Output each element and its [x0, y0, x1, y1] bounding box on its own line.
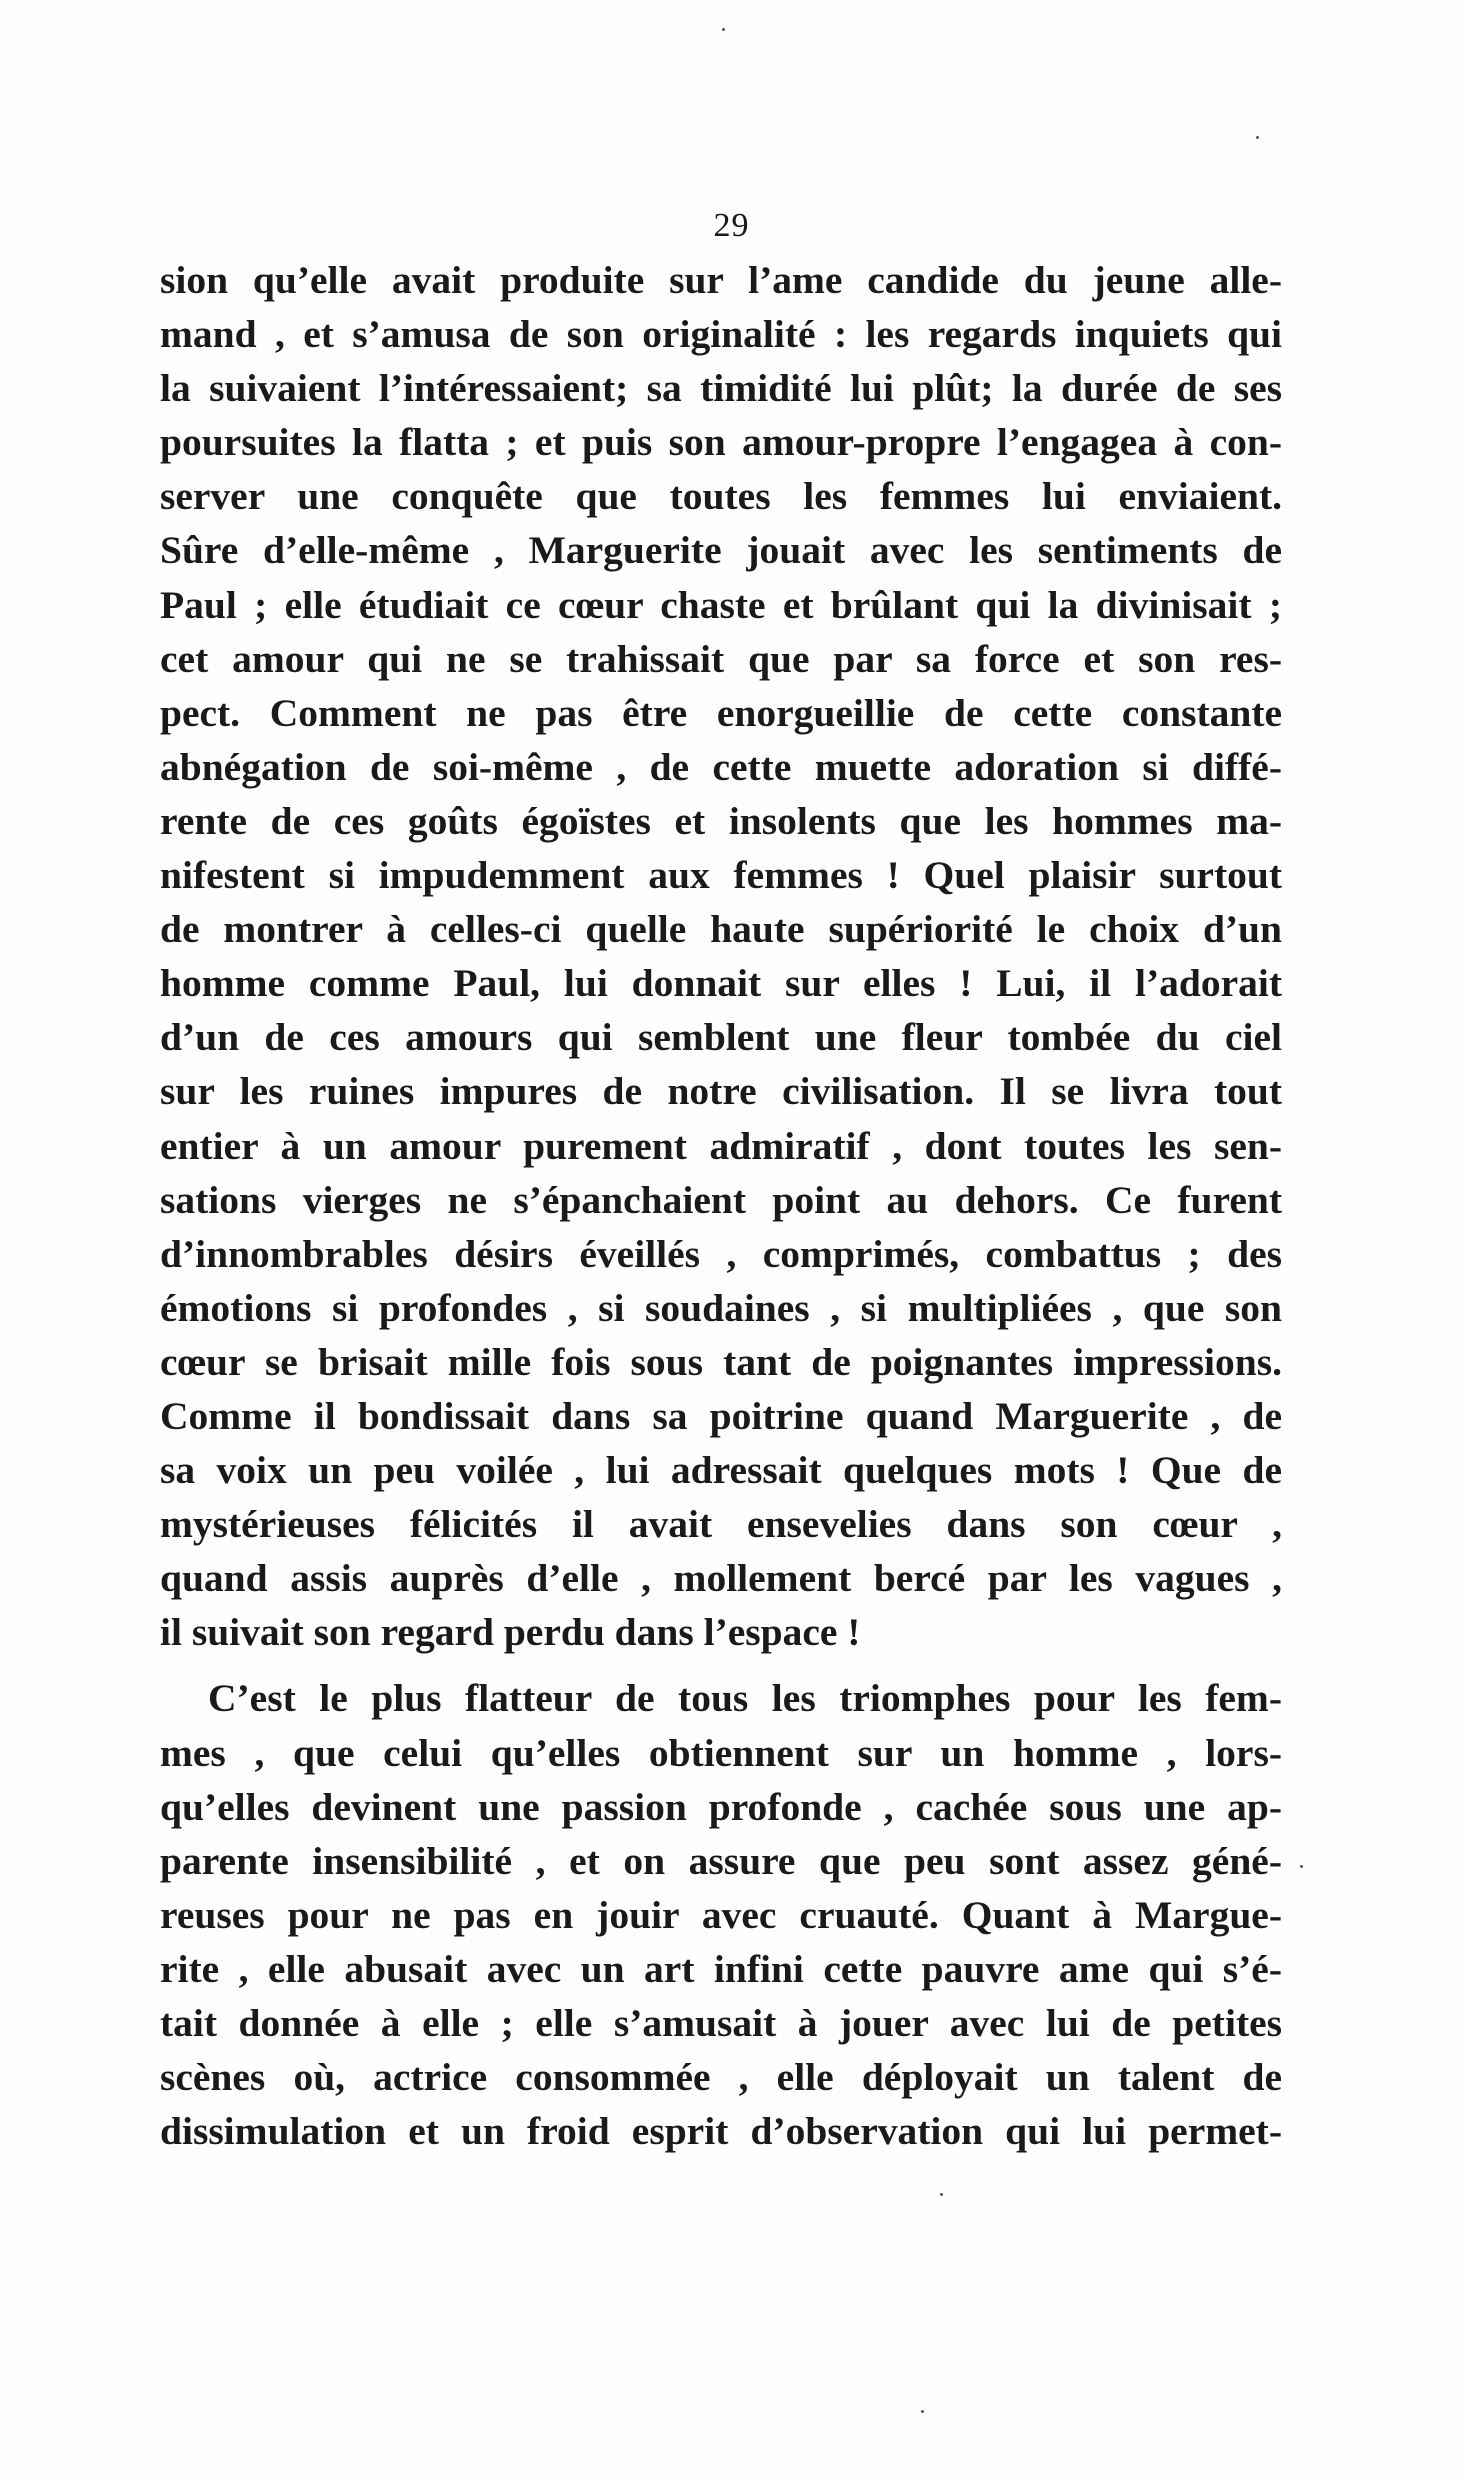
- scan-speck: [1256, 136, 1259, 139]
- text-line: reuses pour ne pas en jouir avec cruauté. Quant à Margue-: [160, 1892, 1282, 1937]
- text-line: poursuites la flatta ; et puis son amour-propre l’engagea à con-: [160, 420, 1282, 465]
- text-line: mand , et s’amusa de son originalité : les regards inquiets qui: [160, 312, 1282, 357]
- text-line: sur les ruines impures de notre civilisation. Il se livra tout: [160, 1069, 1282, 1114]
- text-line: qu’elles devinent une passion profonde , cachée sous une ap-: [160, 1784, 1282, 1829]
- text-line: de montrer à celles-ci quelle haute supériorité le choix d’un: [160, 907, 1282, 952]
- page-number: 29: [713, 207, 750, 244]
- text-line: server une conquête que toutes les femmes lui enviaient.: [160, 474, 1282, 519]
- text-line: C’est le plus flatteur de tous les triomphes pour les fem-: [208, 1676, 1282, 1721]
- text-line: rite , elle abusait avec un art infini cette pauvre ame qui s’é-: [160, 1946, 1282, 1991]
- text-line: sa voix un peu voilée , lui adressait quelques mots ! Que de: [160, 1448, 1282, 1493]
- text-line: cet amour qui ne se trahissait que par sa force et son res-: [160, 636, 1282, 681]
- text-line: il suivait son regard perdu dans l’espace !: [160, 1610, 861, 1655]
- text-line: émotions si profondes , si soudaines , si multipliées , que son: [160, 1285, 1282, 1330]
- text-line: scènes où, actrice consommée , elle déployait un talent de: [160, 2055, 1282, 2100]
- text-line: pect. Comment ne pas être enorgueillie de cette constante: [160, 690, 1282, 735]
- text-line: d’un de ces amours qui semblent une fleur tombée du ciel: [160, 1015, 1282, 1060]
- text-line: Paul ; elle étudiait ce cœur chaste et brûlant qui la divinisait ;: [160, 582, 1282, 627]
- scan-speck: [940, 2193, 943, 2196]
- text-line: parente insensibilité , et on assure que peu sont assez géné-: [160, 1838, 1282, 1883]
- scan-speck: [1300, 1865, 1303, 1868]
- text-line: sations vierges ne s’épanchaient point au dehors. Ce furent: [160, 1177, 1282, 1222]
- text-line: d’innombrables désirs éveillés , comprimés, combattus ; des: [160, 1231, 1282, 1276]
- scan-speck: [722, 28, 725, 31]
- text-line: dissimulation et un froid esprit d’observation qui lui permet-: [160, 2109, 1282, 2154]
- body-text: [160, 253, 1282, 2158]
- text-line: tait donnée à elle ; elle s’amusait à jouer avec lui de petites: [160, 2001, 1282, 2045]
- text-line: homme comme Paul, lui donnait sur elles ! Lui, il l’adorait: [160, 961, 1282, 1006]
- text-line: mes , que celui qu’elles obtiennent sur un homme , lors-: [160, 1730, 1282, 1775]
- text-line: Sûre d’elle-même , Marguerite jouait avec les sentiments de: [160, 528, 1282, 573]
- text-line: quand assis auprès d’elle , mollement bercé par les vagues ,: [160, 1556, 1282, 1601]
- text-line: entier à un amour purement admiratif , dont toutes les sen-: [160, 1123, 1282, 1168]
- paragraph-2: [160, 1671, 1282, 2158]
- text-line: mystérieuses félicités il avait ensevelies dans son cœur ,: [160, 1502, 1282, 1547]
- text-line: Comme il bondissait dans sa poitrine quand Marguerite , de: [160, 1393, 1282, 1438]
- text-line: cœur se brisait mille fois sous tant de poignantes impressions.: [160, 1339, 1282, 1384]
- text-line: rente de ces goûts égoïstes et insolents que les hommes ma-: [160, 798, 1282, 843]
- text-line: nifestent si impudemment aux femmes ! Quel plaisir surtout: [160, 853, 1282, 898]
- scan-speck: [921, 2410, 924, 2413]
- text-line: abnégation de soi-même , de cette muette adoration si diffé-: [160, 744, 1282, 789]
- paragraph-gap: [160, 1659, 1282, 1671]
- text-line: sion qu’elle avait produite sur l’ame candide du jeune alle-: [160, 258, 1282, 302]
- text-line: la suivaient l’intéressaient; sa timidité lui plût; la durée de ses: [160, 366, 1282, 411]
- paragraph-1: [160, 253, 1282, 1659]
